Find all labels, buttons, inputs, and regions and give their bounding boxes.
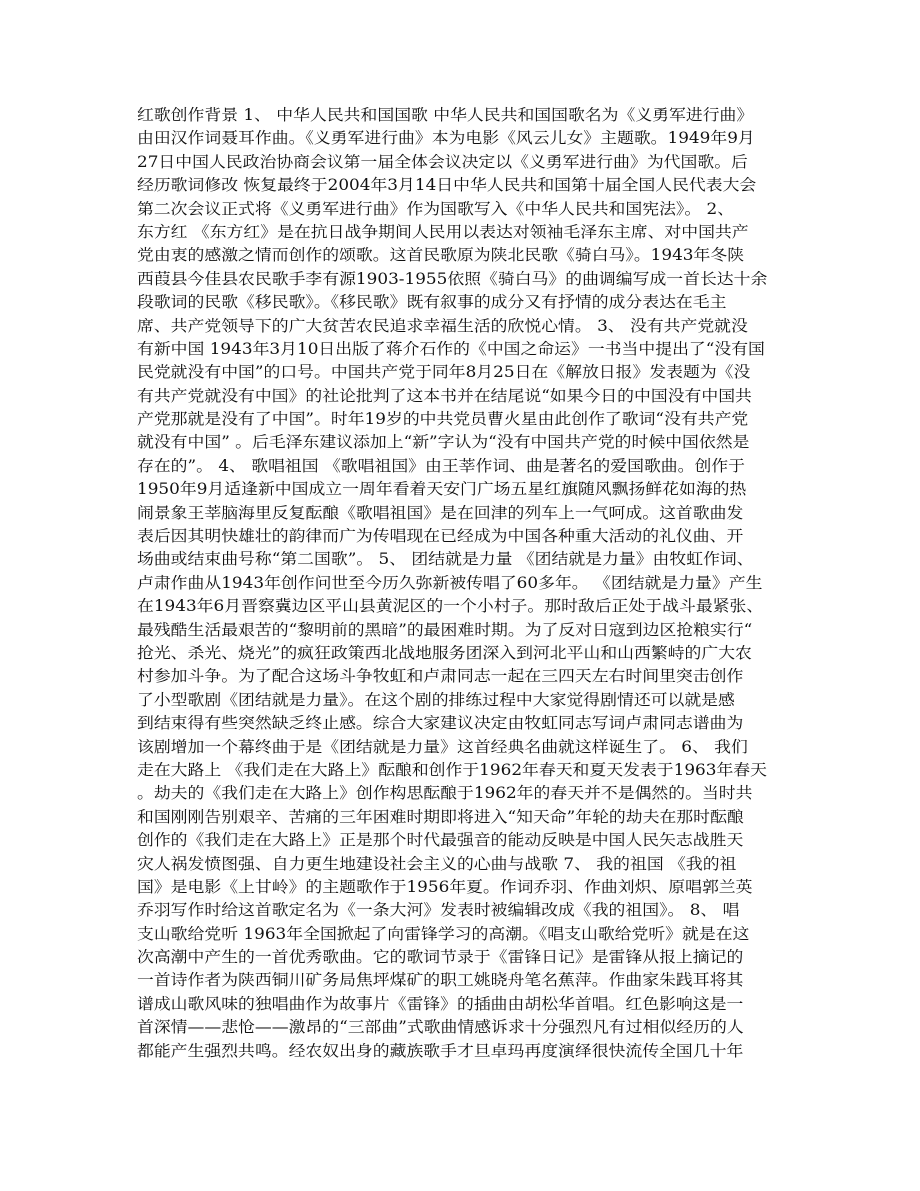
text-line: 存在的”。 4、 歌唱祖国 《歌唱祖国》由王莘作词、曲是著名的爱国歌曲。创作于: [137, 456, 745, 475]
text-line: 民党就没有中国”的口号。中国共产党于同年8月25日在《解放日报》发表题为《没: [137, 363, 751, 382]
text-line: 有共产党就没有中国》的社论批判了这本书并在结尾说“如果今日的中国没有中国共: [137, 386, 752, 405]
text-line: 和国刚刚告别艰辛、苦痛的三年困难时期即将进入“知天命”年轮的劫夫在那时酝酿: [137, 807, 744, 826]
text-line: 表后因其明快雄壮的韵律而广为传唱现在已经成为中国各种重大活动的礼仪曲、开: [137, 527, 744, 546]
text-line: 乔羽写作时给这首歌定名为《一条大河》发表时被编辑改成《我的祖国》。 8、 唱: [137, 901, 740, 920]
text-line: 走在大路上 《我们走在大路上》酝酿和创作于1962年春天和夏天发表于1963年春天: [137, 760, 767, 779]
text-line: 村参加斗争。为了配合这场斗争牧虹和卢肃同志一起在三四天左右时间里突击创作: [137, 667, 744, 686]
text-line: 由田汉作词聂耳作曲。《义勇军进行曲》本为电影《风云儿女》主题歌。1949年9月: [137, 129, 755, 148]
text-line: 就没有中国” 。后毛泽东建议添加上“新”字认为“没有中国共产党的时候中国依然是: [137, 433, 750, 452]
text-line: 灾人祸发愤图强、自力更生地建设社会主义的心曲与战歌 7、 我的祖国 《我的祖: [137, 854, 737, 873]
text-line: 国》是电影《上甘岭》的主题歌作于1956年夏。作词乔羽、作曲刘炽、原唱郭兰英: [137, 877, 753, 896]
text-line: 都能产生强烈共鸣。经农奴出身的藏族歌手才旦卓玛再度演绎很快流传全国几十年: [137, 1041, 744, 1060]
text-line: 创作的《我们走在大路上》正是那个时代最强音的能动反映是中国人民矢志战胜天: [137, 831, 744, 850]
text-line: 场曲或结束曲号称“第二国歌”。 5、 团结就是力量 《团结就是力量》由牧虹作词、: [137, 550, 754, 569]
text-line: 在1943年6月晋察冀边区平山县黄泥区的一个小村子。那时敌后正处于战斗最紧张、: [137, 597, 764, 616]
text-line: 支山歌给党听 1963年全国掀起了向雷锋学习的高潮。《唱支山歌给党听》就是在这: [137, 924, 750, 943]
text-line: 党由衷的感激之情而创作的颂歌。这首民歌原为陕北民歌《骑白马》。1943年冬陕: [137, 246, 745, 265]
text-line: 经历歌词修改 恢复最终于2004年3月14日中华人民共和国第十届全国人民代表大会: [137, 176, 757, 195]
text-line: 该剧增加一个幕终曲于是《团结就是力量》这首经典名曲就这样诞生了。 6、 我们: [137, 737, 748, 756]
text-line: 卢肃作曲从1943年创作问世至今历久弥新被传唱了60多年。 《团结就是力量》产生: [137, 573, 763, 592]
text-line: 次高潮中产生的一首优秀歌曲。它的歌词节录于《雷锋日记》是雷锋从报上摘记的: [137, 948, 744, 967]
text-line: 27日中国人民政治协商会议第一届全体会议决定以《义勇军进行曲》为代国歌。后: [137, 152, 748, 171]
text-line: 谱成山歌风味的独唱曲作为故事片《雷锋》的插曲由胡松华首唱。红色影响这是一: [137, 994, 744, 1013]
text-line: 抢光、杀光、烧光”的疯狂政策西北战地服务团深入到河北平山和山西繁峙的广大农: [137, 643, 752, 662]
text-line: 有新中国 1943年3月10日出版了蒋介石作的《中国之命运》一书当中提出了“没有国: [137, 339, 765, 358]
text-line: 段歌词的民歌《移民歌》。《移民歌》既有叙事的成分又有抒情的成分表达在毛主: [137, 293, 727, 312]
text-line: 西葭县今佳县农民歌手李有源1903-1955依照《骑白马》的曲调编写成一首长达十余: [137, 269, 768, 288]
text-line: 。劫夫的《我们走在大路上》创作构思酝酿于1962年的春天并不是偶然的。当时共: [137, 784, 753, 803]
text-line: 闹景象王莘脑海里反复酝酿《歌唱祖国》是在回津的列车上一气呵成。这首歌曲发: [137, 503, 744, 522]
text-line: 红歌创作背景 1、 中华人民共和国国歌 中华人民共和国国歌名为《义勇军进行曲》: [137, 106, 754, 124]
text-line: 最残酷生活最艰苦的“黎明前的黑暗”的最困难时期。为了反对日寇到边区抢粮实行“: [137, 620, 753, 639]
text-line: 1950年9月适逢新中国成立一周年看着天安门广场五星红旗随风飘扬鲜花如海的热: [137, 480, 747, 499]
text-line: 首深情——悲怆——激昂的“三部曲”式歌曲情感诉求十分强烈凡有过相似经历的人: [137, 1018, 744, 1037]
text-line: 一首诗作者为陕西铜川矿务局焦坪煤矿的职工姚晓舟笔名蕉萍。作曲家朱践耳将其: [137, 971, 744, 990]
text-line: 了小型歌剧《团结就是力量》。在这个剧的排练过程中大家觉得剧情还可以就是感: [137, 690, 735, 709]
text-line: 产党那就是没有了中国”。时年19岁的中共党员曹火星由此创作了歌词“没有共产党: [137, 410, 749, 429]
text-line: 席、共产党领导下的广大贫苦农民追求幸福生活的欣悦心情。 3、 没有共产党就没: [137, 316, 748, 335]
document-body-text: [137, 104, 797, 1063]
text-line: 到结束得有些突然缺乏终止感。综合大家建议决定由牧虹同志写词卢肃同志谱曲为: [137, 714, 744, 733]
text-line: 第二次会议正式将《义勇军进行曲》作为国歌写入《中华人民共和国宪法》。 2、: [137, 199, 735, 218]
text-line: 东方红 《东方红》是在抗日战争期间人民用以表达对领袖毛泽东主席、对中国共产: [137, 222, 749, 241]
